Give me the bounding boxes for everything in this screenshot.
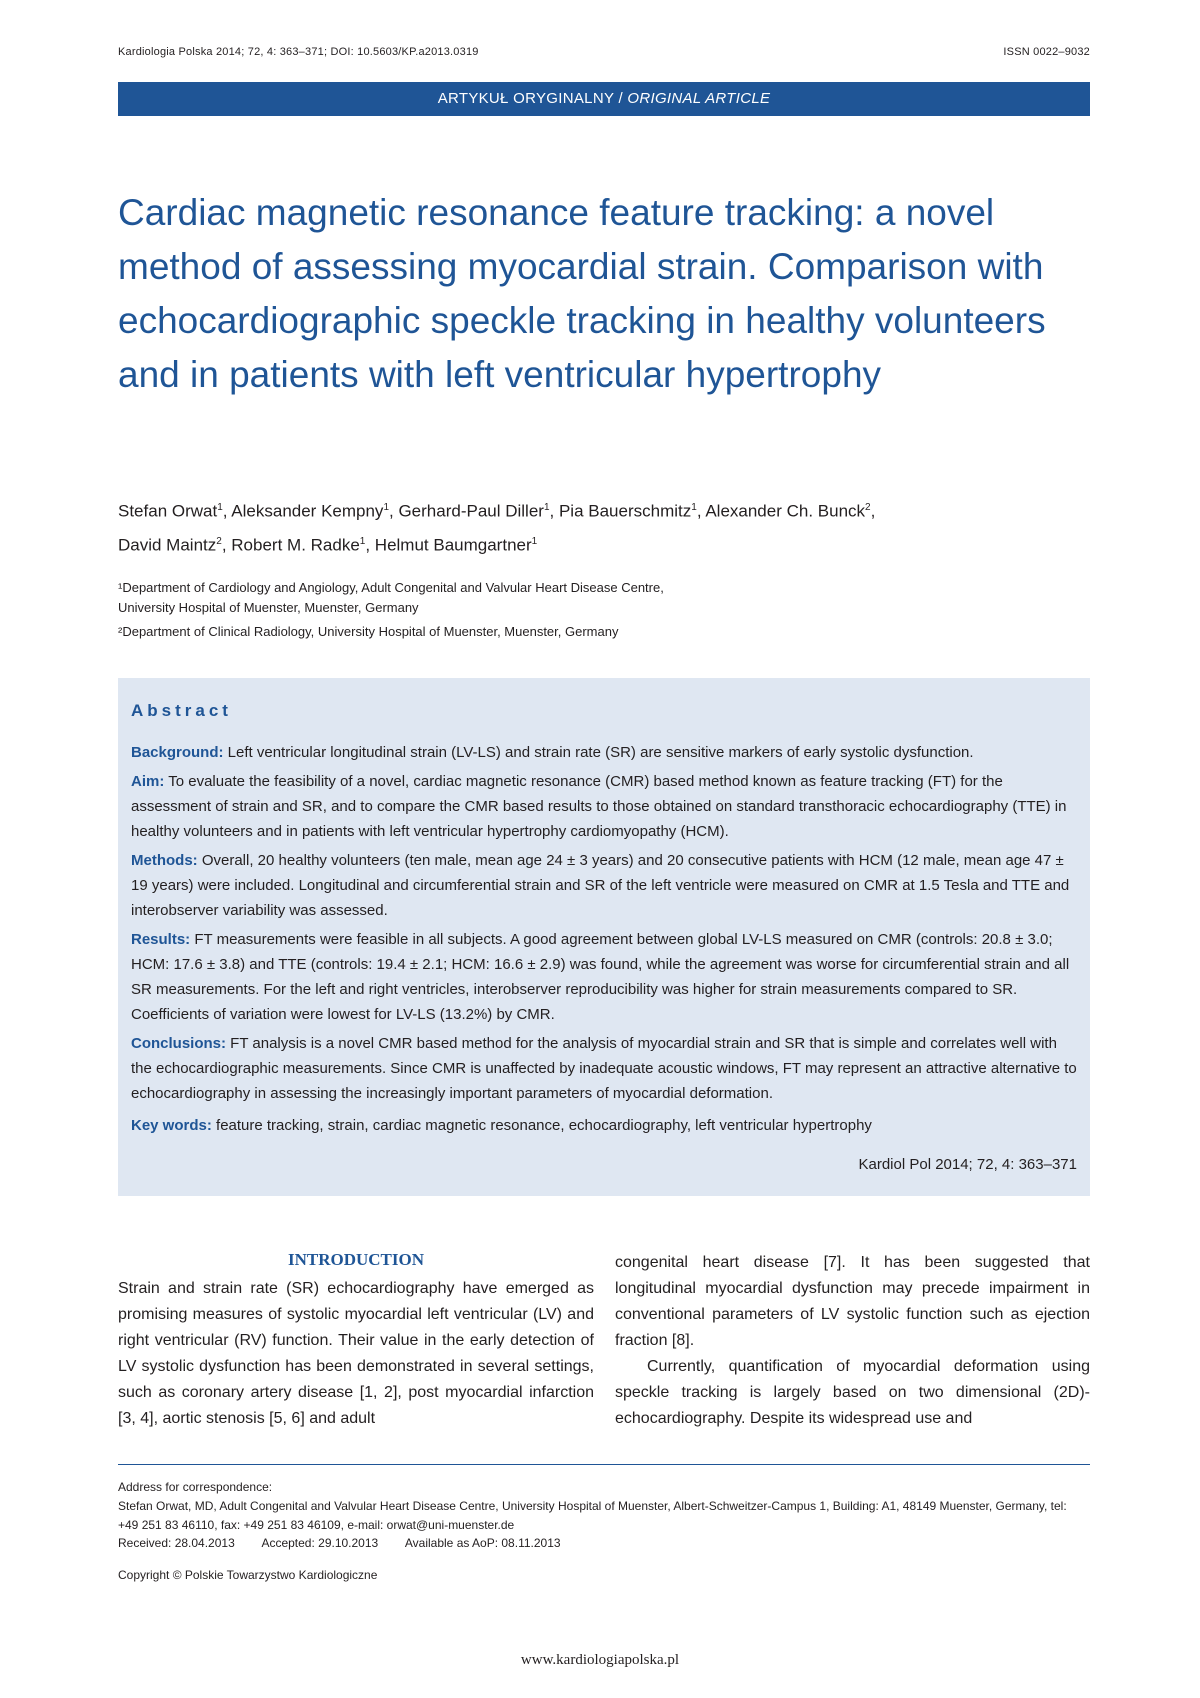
abstract-aim-label: Aim: <box>131 773 165 790</box>
body-paragraph: congenital heart disease [7]. It has been suggested that longitudinal myocardial dysfunction may precede impairment in conventional parameters of LV systolic function such as ejection fraction [8]. <box>615 1254 1090 1349</box>
author: David Maintz <box>118 535 217 555</box>
abstract-keywords <box>131 1113 1077 1138</box>
author-affiliation-mark: 1 <box>531 535 538 547</box>
affiliation-1-line-1: ¹Department of Cardiology and Angiology, Adult Congenital and Valvular Heart Disease Centre, <box>118 580 664 595</box>
introduction-heading: INTRODUCTION <box>287 1250 425 1269</box>
affiliation-1-line-2: University Hospital of Muenster, Muenster, Germany <box>118 600 419 615</box>
abstract-methods <box>131 848 1077 923</box>
author: Helmut Baumgartner <box>374 535 532 555</box>
banner-label-en: ORIGINAL ARTICLE <box>627 90 771 107</box>
article-dates <box>118 1536 585 1550</box>
abstract-aim <box>131 769 1077 844</box>
copyright-notice: Copyright © Polskie Towarzystwo Kardiologiczne <box>118 1568 378 1582</box>
abstract-background-label: Background: <box>131 744 224 761</box>
correspondence-text: Stefan Orwat, MD, Adult Congenital and Valvular Heart Disease Centre, University Hospital of Muenster, Albert-Schweitzer-Campus 1, Building: A1, 48149 Muenster, Germany, tel: +49 251 83 46110, fax: +49 251 83 46109, e-mail: orwat@uni-muenster.de <box>118 1499 1067 1532</box>
author: Alexander Ch. Bunck <box>705 501 866 521</box>
abstract-heading: Abstract <box>131 701 232 720</box>
abstract-conclusions-text: FT analysis is a novel CMR based method for the analysis of myocardial strain and SR that is simple and correlates well with the echocardiographic measurements. Since CMR is unaffected by inadequate acoustic windows, FT may represent an attractive alternative to echocardiography in assessing the increasingly important parameters of myocardial deformation. <box>131 1035 1077 1102</box>
journal-reference: Kardiologia Polska 2014; 72, 4: 363–371; DOI: 10.5603/KP.a2013.0319 <box>118 46 479 58</box>
author-affiliation-mark: 1 <box>691 502 697 513</box>
author: Stefan Orwat <box>118 501 218 521</box>
author-affiliation-mark: 2 <box>865 502 871 513</box>
author: Pia Bauerschmitz <box>558 501 692 521</box>
abstract-methods-label: Methods: <box>131 852 198 869</box>
body-paragraph: Currently, quantification of myocardial deformation using speckle tracking is largely based on two dimensional (2D)-echocardiography. Despite its widespread use and <box>615 1358 1090 1427</box>
accepted-date: Accepted: 29.10.2013 <box>261 1536 379 1550</box>
author-affiliation-mark: 1 <box>217 502 223 513</box>
article-type-banner <box>118 82 1090 116</box>
correspondence-block <box>118 1478 1090 1535</box>
issn: ISSN 0022–9032 <box>1003 46 1090 58</box>
received-date: Received: 28.04.2013 <box>118 1536 235 1550</box>
banner-label-pl: ARTYKUŁ ORYGINALNY / <box>437 90 628 107</box>
author: Gerhard-Paul Diller <box>398 501 544 521</box>
body-column-left: Strain and strain rate (SR) echocardiography have emerged as promising measures of systolic myocardial left ventricular (LV) and right ventricular (RV) function. Their value in the early detection of LV systolic dysfunction has been demonstrated in several settings, such as coronary artery disease [1, 2], post myocardial infarction [3, 4], aortic stenosis [5, 6] and adult <box>118 1280 594 1427</box>
abstract-conclusions <box>131 1031 1077 1106</box>
author: Robert M. Radke <box>231 535 360 555</box>
author-affiliation-mark: 1 <box>383 502 389 513</box>
abstract-results-text: FT measurements were feasible in all subjects. A good agreement between global LV-LS measured on CMR (controls: 20.8 ± 3.0; HCM: 17.6 ± 3.8) and TTE (controls: 19.4 ± 2.1; HCM: 16.6 ± 2.9) was found, while the agreement was worse for circumferential strain and all SR measurements. For the left and right ventricles, interobserver reproducibility was higher for strain measurements compared to SR. Coefficients of variation were lowest for LV-LS (13.2%) by CMR. <box>131 931 1070 1023</box>
abstract-background <box>131 740 1077 765</box>
author-affiliation-mark: 2 <box>216 535 222 547</box>
author-affiliation-mark: 1 <box>543 502 550 513</box>
abstract-conclusions-label: Conclusions: <box>131 1035 227 1052</box>
abstract-keywords-label: Key words: <box>131 1117 212 1134</box>
abstract-methods-text: Overall, 20 healthy volunteers (ten male, mean age 24 ± 3 years) and 20 consecutive patients with HCM (12 male, mean age 47 ± 19 years) were included. Longitudinal and circumferential strain and SR of the left ventricle were measured on CMR at 1.5 Tesla and TTE and interobserver variability was assessed. <box>131 852 1070 919</box>
abstract-aim-text: To evaluate the feasibility of a novel, cardiac magnetic resonance (CMR) based method known as feature tracking (FT) for the assessment of strain and SR, and to compare the CMR based results to those obtained on standard transthoracic echocardiography (TTE) in healthy volunteers and in patients with left ventricular hypertrophy cardiomyopathy (HCM). <box>131 773 1067 840</box>
correspondence-label: Address for correspondence: <box>118 1480 273 1494</box>
available-date: Available as AoP: 08.11.2013 <box>404 1536 561 1550</box>
body-column-right <box>615 1250 1090 1432</box>
abstract-background-text: Left ventricular longitudinal strain (LV-LS) and strain rate (SR) are sensitive markers of early systolic dysfunction. <box>223 744 974 761</box>
abstract-keywords-text: feature tracking, strain, cardiac magnetic resonance, echocardiography, left ventricular hypertrophy <box>211 1117 872 1134</box>
affiliation-2: ²Department of Clinical Radiology, University Hospital of Muenster, Muenster, Germany <box>118 624 619 639</box>
footer-divider <box>118 1464 1090 1465</box>
journal-website: www.kardiologiapolska.pl <box>520 1652 680 1668</box>
abstract-results <box>131 927 1077 1027</box>
author-affiliation-mark: 1 <box>359 535 366 547</box>
abstract-citation: Kardiol Pol 2014; 72, 4: 363–371 <box>858 1156 1077 1173</box>
author: Aleksander Kempny <box>231 501 384 521</box>
abstract-results-label: Results: <box>131 931 191 948</box>
article-title: Cardiac magnetic resonance feature tracking: a novel method of assessing myocardial strain. Comparison with echocardiographic speckle tracking in healthy volunteers and in patients with left ventricular hypertrophy <box>118 192 1046 395</box>
author-list: Stefan Orwat$^1$, Aleksander Kempny$^1$, Gerhard-Paul Diller$^1$, Pia Bauerschmitz$^1$, Alexander Ch. Bunck$^2$, David Maintz$^2$, Robert M. Radke$^1$, Helmut Baumgartner$^1$ <box>118 501 876 555</box>
